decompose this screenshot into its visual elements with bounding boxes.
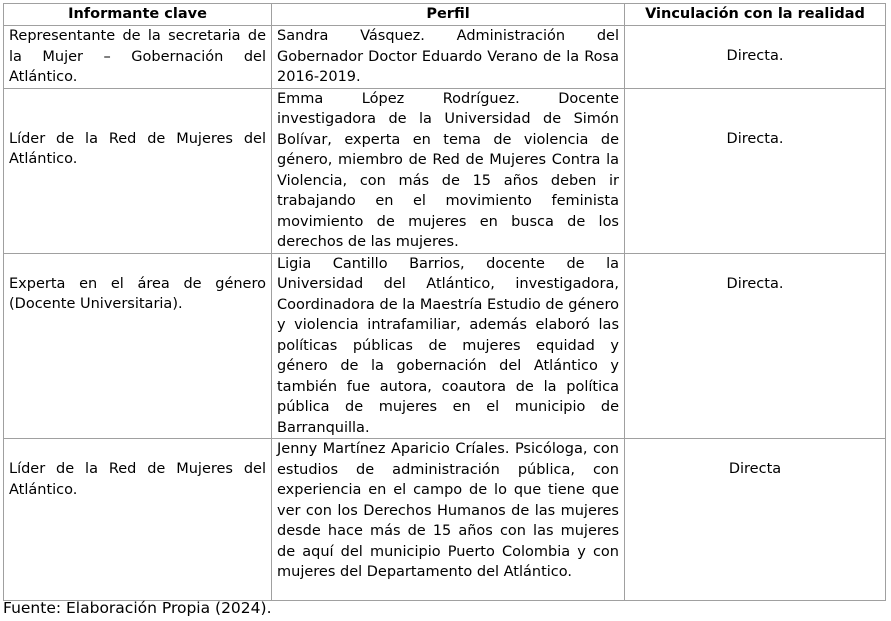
table-row xyxy=(4,26,886,89)
header-vinculacion: Vinculación con la realidad xyxy=(625,4,886,26)
cell-informante: Líder de la Red de Mujeres del Atlántico. xyxy=(4,88,272,253)
cell-perfil: Ligia Cantillo Barrios, docente de la Universidad del Atlántico, investigadora, Coordinadora de la Maestría Estudio de género y violencia intrafamiliar, además elaboró las políticas públicas de mujeres equidad y género de la gobernación del Atlántico y también fue autora, coautora de la política pública de mujeres en el municipio de Barranquilla. xyxy=(272,253,625,439)
cell-vinculacion: Directa. xyxy=(625,253,886,439)
cell-informante: Líder de la Red de Mujeres del Atlántico. xyxy=(4,439,272,601)
header-perfil: Perfil xyxy=(272,4,625,26)
table-row xyxy=(4,88,886,253)
cell-vinculacion: Directa. xyxy=(625,88,886,253)
cell-vinculacion: Directa xyxy=(625,439,886,601)
cell-vinculacion: Directa. xyxy=(625,26,886,89)
table-row xyxy=(4,439,886,601)
cell-perfil: Jenny Martínez Aparicio Críales. Psicóloga, con estudios de administración pública, con experiencia en el campo de lo que tiene que ver con los Derechos Humanos de las mujeres desde hace más de 15 años con las mujeres de aquí del municipio Puerto Colombia y con mujeres del Departamento del Atlántico. xyxy=(272,439,625,601)
table-header-row xyxy=(4,4,886,26)
table-row xyxy=(4,253,886,439)
cell-perfil: Sandra Vásquez. Administración del Gobernador Doctor Eduardo Verano de la Rosa 2016-2019. xyxy=(272,26,625,89)
source-caption: Fuente: Elaboración Propia (2024). xyxy=(3,599,272,617)
cell-informante: Representante de la secretaria de la Mujer – Gobernación del Atlántico. xyxy=(4,26,272,89)
header-informante-clave: Informante clave xyxy=(4,4,272,26)
informantes-table xyxy=(3,3,886,601)
cell-informante: Experta en el área de género (Docente Universitaria). xyxy=(4,253,272,439)
cell-perfil: Emma López Rodríguez. Docente investigadora de la Universidad de Simón Bolívar, experta en tema de violencia de género, miembro de Red de Mujeres Contra la Violencia, con más de 15 años deben ir trabajando en el movimiento feminista movimiento de mujeres en busca de los derechos de las mujeres. xyxy=(272,88,625,253)
